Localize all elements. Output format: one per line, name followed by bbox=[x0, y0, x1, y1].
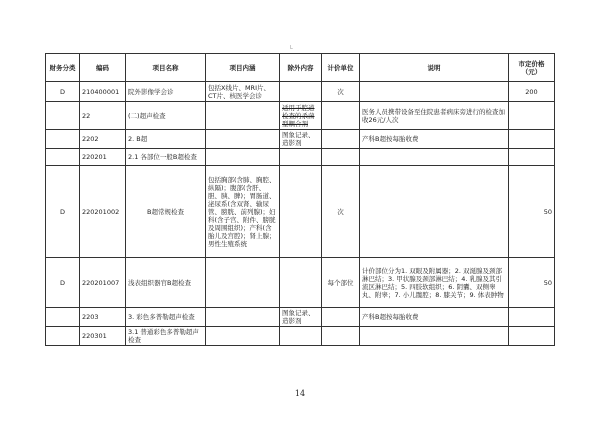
table-row bbox=[46, 308, 555, 327]
cell-notes bbox=[360, 327, 509, 346]
cell-price: 200 bbox=[509, 82, 555, 102]
cell-unit: 次 bbox=[322, 82, 360, 102]
cell-price bbox=[509, 327, 555, 346]
cell-category bbox=[46, 308, 80, 327]
cell-price: 50 bbox=[509, 166, 555, 258]
cell-price: 50 bbox=[509, 258, 555, 308]
cell-notes bbox=[360, 82, 509, 102]
table-row bbox=[46, 149, 555, 166]
cell-unit bbox=[322, 149, 360, 166]
header-content: 项目内涵 bbox=[206, 54, 280, 82]
scan-mark: L bbox=[290, 45, 293, 51]
cell-name: 3.1 普通彩色多普勒超声检查 bbox=[126, 327, 206, 346]
table-row bbox=[46, 130, 555, 149]
table-row bbox=[46, 327, 555, 346]
cell-price bbox=[509, 149, 555, 166]
cell-content bbox=[206, 102, 280, 130]
cell-unit: 次 bbox=[322, 166, 360, 258]
cell-content: 包括X线片、MRI片、CT片、核医学会诊 bbox=[206, 82, 280, 102]
header-name: 项目名称 bbox=[126, 54, 206, 82]
cell-excluded: 图象记录、造影剂 bbox=[280, 130, 322, 149]
cell-excluded bbox=[280, 258, 322, 308]
cell-content bbox=[206, 327, 280, 346]
cell-category bbox=[46, 149, 80, 166]
cell-category: D bbox=[46, 82, 80, 102]
table-row bbox=[46, 258, 555, 308]
cell-name: 浅表组织器官B超检查 bbox=[126, 258, 206, 308]
cell-notes: 计价部位分为1. 双眼及附属器；2. 双涎腺及颈部淋巴结；3. 甲状腺及颈部淋巴结；4. 乳腺及其引流区淋巴结；5. 四肢软组织；6. 阴囊、双侧睾丸、附睾；7. 小儿髋腔；8. 膝关节；9. 体表肿物 bbox=[360, 258, 509, 308]
table-row bbox=[46, 166, 555, 258]
cell-unit bbox=[322, 327, 360, 346]
header-price: 市定价格（元） bbox=[509, 54, 555, 82]
cell-category: D bbox=[46, 166, 80, 258]
cell-unit: 每个部位 bbox=[322, 258, 360, 308]
cell-code: 220201 bbox=[80, 149, 126, 166]
cell-content bbox=[206, 130, 280, 149]
cell-price bbox=[509, 308, 555, 327]
cell-name: 2.1 各部位一般B超检查 bbox=[126, 149, 206, 166]
cell-notes: 产科B超按每胎收费 bbox=[360, 308, 509, 327]
cell-name: 2. B超 bbox=[126, 130, 206, 149]
header-unit: 计价单位 bbox=[322, 54, 360, 82]
table-row bbox=[46, 102, 555, 130]
cell-unit bbox=[322, 102, 360, 130]
cell-excluded: 图象记录、造影剂 bbox=[280, 308, 322, 327]
cell-code: 2202 bbox=[80, 130, 126, 149]
header-category: 财务分类 bbox=[46, 54, 80, 82]
cell-unit bbox=[322, 308, 360, 327]
cell-code: 220301 bbox=[80, 327, 126, 346]
cell-code: 220201002 bbox=[80, 166, 126, 258]
header-code: 编码 bbox=[80, 54, 126, 82]
cell-notes: 医务人员携带设备至住院患者病床旁进行的检查加收26元/人次 bbox=[360, 102, 509, 130]
cell-category bbox=[46, 327, 80, 346]
cell-notes bbox=[360, 166, 509, 258]
cell-name: 院外影像学会诊 bbox=[126, 82, 206, 102]
cell-excluded bbox=[280, 149, 322, 166]
cell-code: 2203 bbox=[80, 308, 126, 327]
header-notes: 说明 bbox=[360, 54, 509, 82]
cell-excluded bbox=[280, 166, 322, 258]
cell-content bbox=[206, 149, 280, 166]
cell-content bbox=[206, 258, 280, 308]
cell-category: D bbox=[46, 258, 80, 308]
cell-notes bbox=[360, 149, 509, 166]
cell-excluded: 适用于腔道检查的杀菌型耦合剂 bbox=[280, 102, 322, 130]
header-excluded: 除外内容 bbox=[280, 54, 322, 82]
cell-excluded bbox=[280, 327, 322, 346]
header-row bbox=[46, 54, 555, 82]
cell-notes: 产科B超按每胎收费 bbox=[360, 130, 509, 149]
cell-excluded bbox=[280, 82, 322, 102]
page-number: 14 bbox=[294, 389, 306, 398]
cell-code: 220201007 bbox=[80, 258, 126, 308]
cell-price bbox=[509, 130, 555, 149]
cell-price bbox=[509, 102, 555, 130]
cell-category bbox=[46, 102, 80, 130]
fee-table bbox=[45, 53, 555, 346]
cell-content bbox=[206, 308, 280, 327]
cell-name: B超常规检查 bbox=[126, 166, 206, 258]
cell-unit bbox=[322, 130, 360, 149]
cell-code: 210400001 bbox=[80, 82, 126, 102]
cell-category bbox=[46, 130, 80, 149]
cell-code: 22 bbox=[80, 102, 126, 130]
cell-content: 包括胸部(含肺、胸腔、纵隔)；腹部(含肝、胆、胰、脾)；胃肠道、泌尿系(含双肾、输尿管、膀胱、前列腺)；妇科(含子宫、附件、膀胱及周围组织)；产科(含胎儿及宫腔)；肾上腺；男性生殖系统 bbox=[206, 166, 280, 258]
cell-name: (二)超声检查 bbox=[126, 102, 206, 130]
table-row bbox=[46, 82, 555, 102]
cell-name: 3. 彩色多普勒超声检查 bbox=[126, 308, 206, 327]
